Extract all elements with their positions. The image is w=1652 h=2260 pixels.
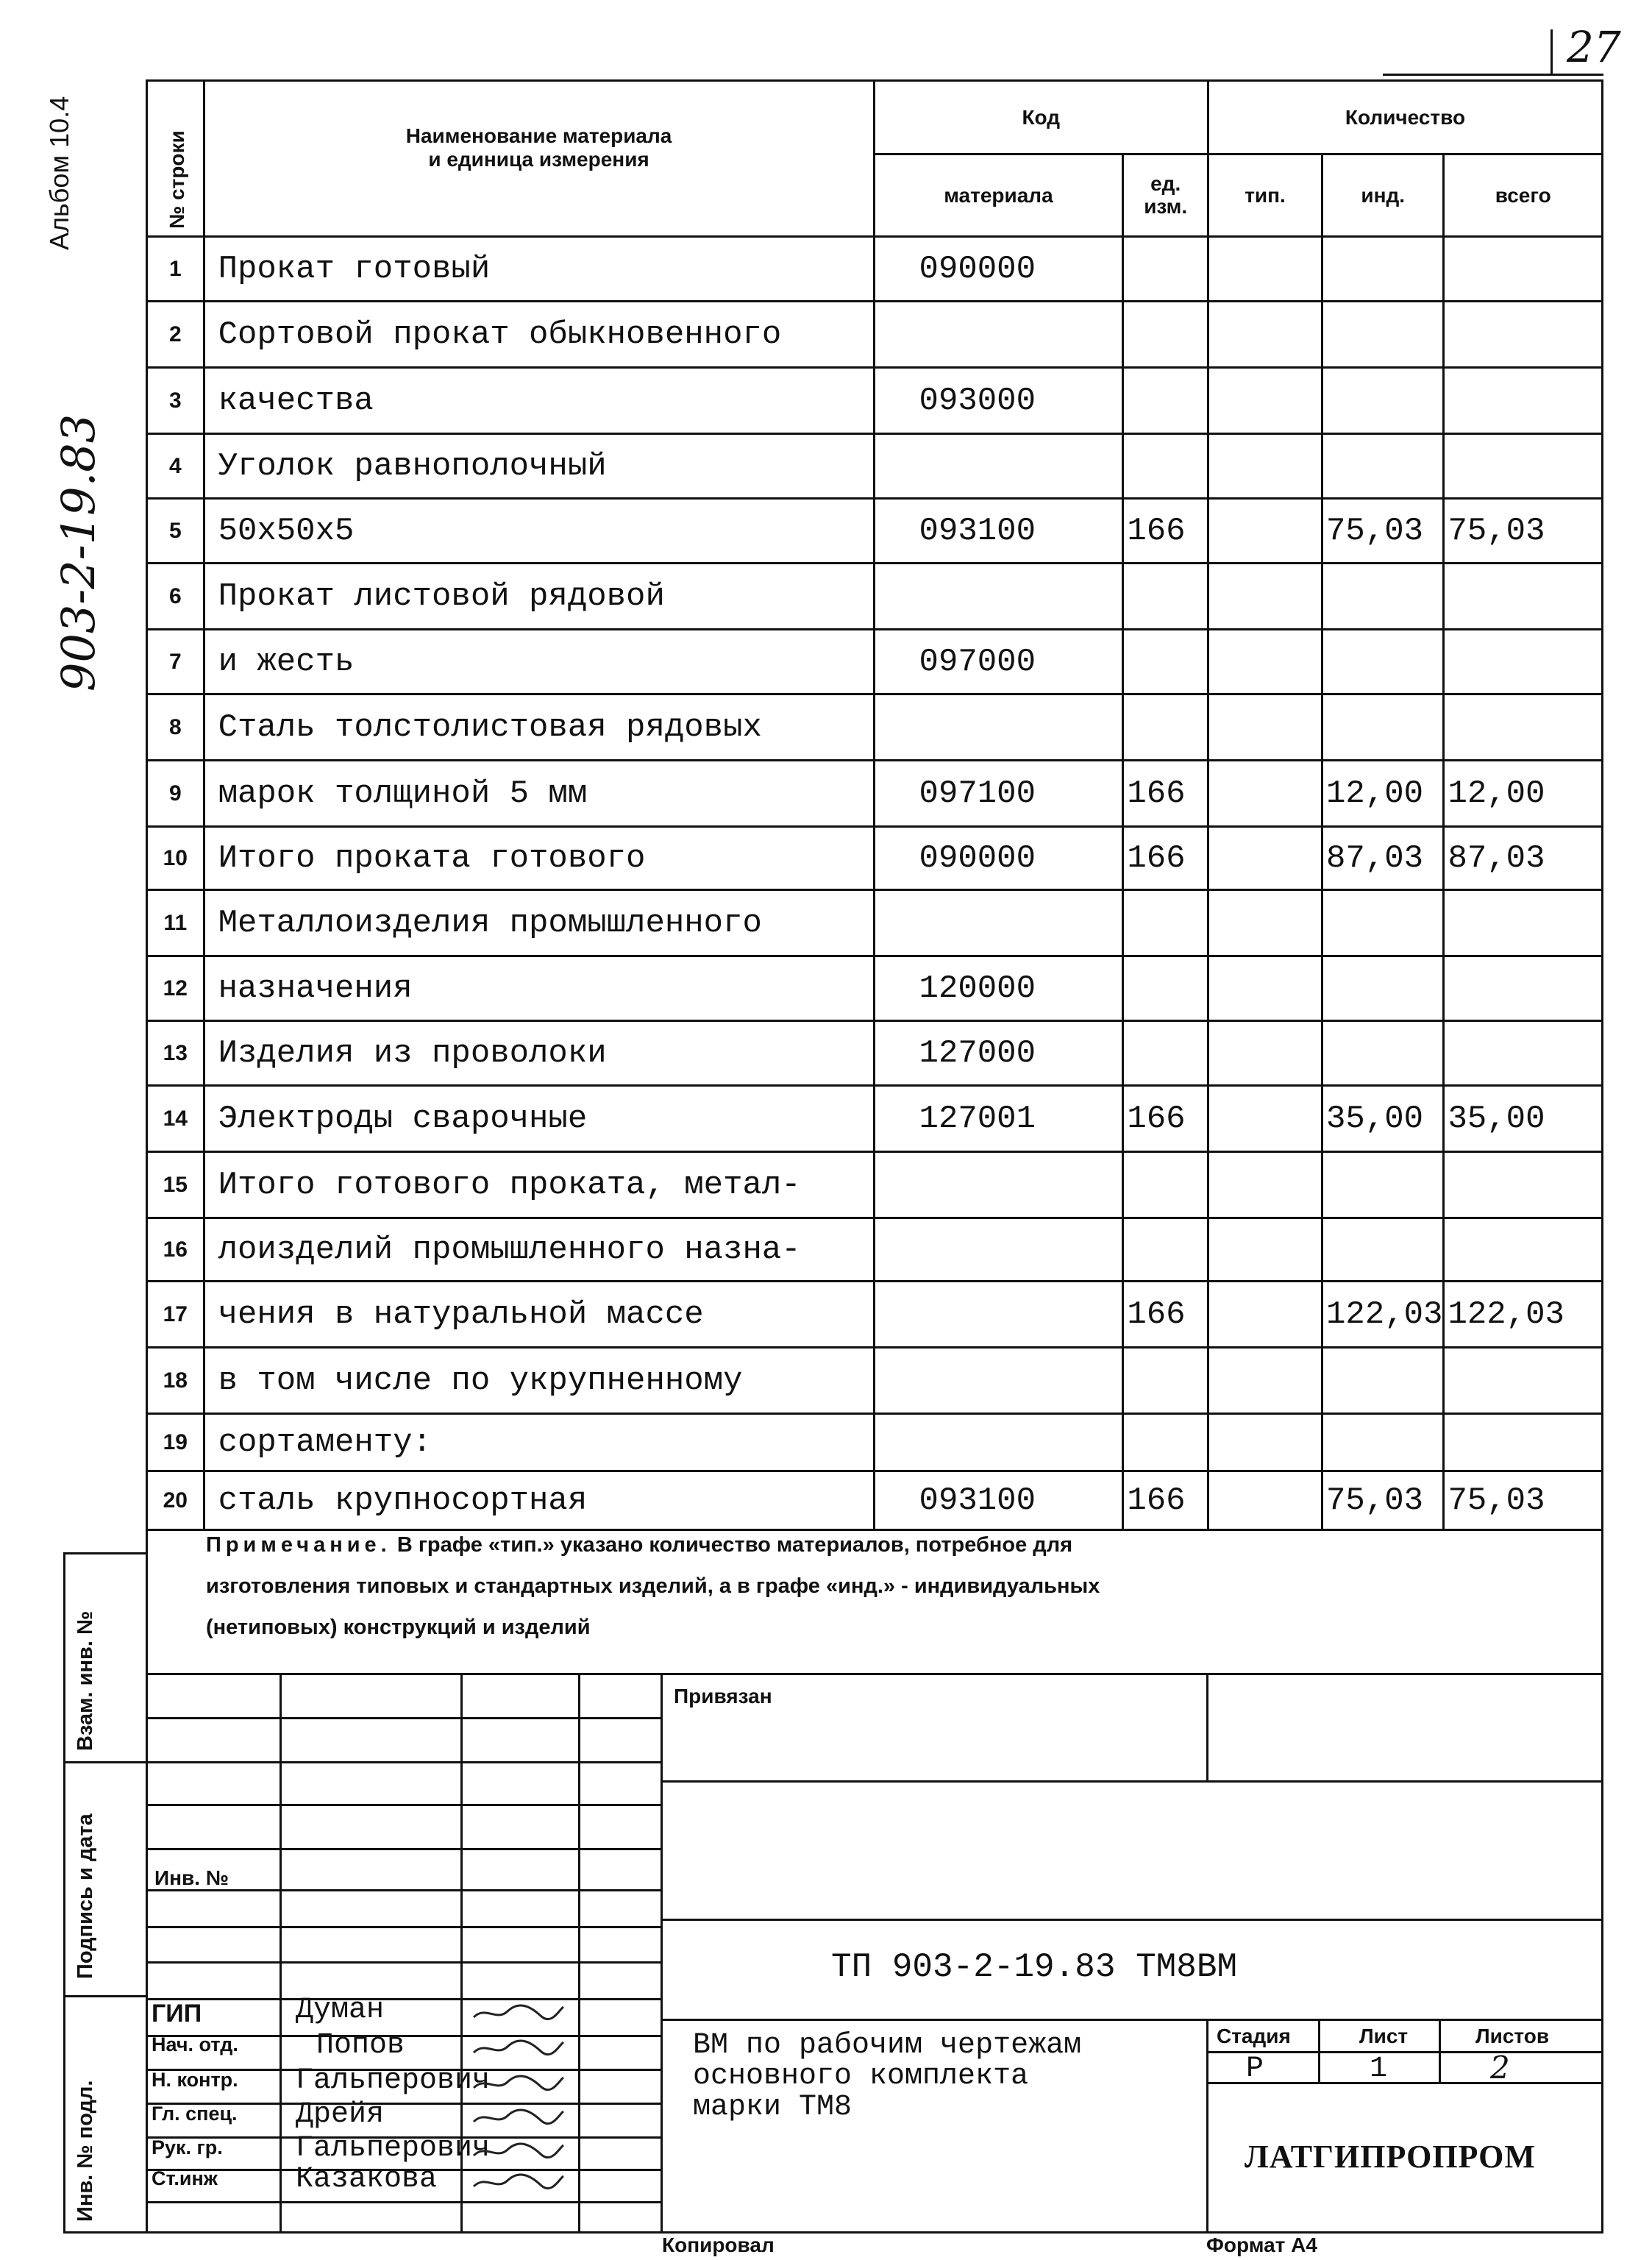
header-typ: тип. [1208,154,1322,237]
row-number: 20 [147,1471,204,1530]
material-name: сортаменту: [204,1414,874,1471]
qty-typ [1208,694,1322,761]
signer-name: Попов [316,2029,405,2062]
table-row [147,1218,1603,1282]
side-strip-div-1 [63,1761,146,1763]
qty-typ [1208,1086,1322,1152]
qty-ind: 35,00 [1322,1086,1444,1152]
row-number: 8 [147,694,204,761]
copied-label: Копировал [662,2234,775,2256]
material-code [874,1152,1123,1218]
unit-code [1123,1218,1208,1282]
material-code [874,1348,1123,1414]
qty-ind [1322,1152,1444,1218]
organization: ЛАТГИПРОПРОМ [1245,2139,1536,2175]
row-number: 5 [147,499,204,564]
qty-ind [1322,564,1444,630]
unit-code [1123,1152,1208,1218]
stamp-col-3 [578,1673,580,2232]
unit-code: 166 [1123,761,1208,827]
qty-total: 35,00 [1444,1086,1603,1152]
qty-total [1444,564,1603,630]
unit-code: 166 [1123,1471,1208,1530]
table-row [147,1086,1603,1152]
table-row [147,564,1603,630]
qty-ind: 12,00 [1322,761,1444,827]
signer-name: Дрейя [296,2098,385,2131]
header-total: всего [1444,154,1603,237]
row-number: 16 [147,1218,204,1282]
unit-code [1123,956,1208,1021]
material-code: 127000 [874,1021,1123,1086]
qty-total [1444,1348,1603,1414]
stamp-row-4 [146,1848,661,1850]
qty-typ [1208,564,1322,630]
table-row [147,1021,1603,1086]
qty-typ [1208,761,1322,827]
table-row [147,499,1603,564]
qty-ind: 75,03 [1322,1471,1444,1530]
row-number: 7 [147,630,204,694]
row-number: 10 [147,827,204,890]
signature-mark [471,2003,566,2023]
table-row [147,1282,1603,1348]
material-code [874,302,1123,368]
row-number: 12 [147,956,204,1021]
format-label: Формат А4 [1206,2234,1317,2256]
qty-ind [1322,302,1444,368]
side-strip-top [63,1552,146,1554]
material-code: 127001 [874,1086,1123,1152]
note-block [206,1524,1567,1648]
stamp-right-row-3 [661,2019,1603,2021]
qty-total [1444,694,1603,761]
note-right-border [1601,1505,1603,2234]
qty-total [1444,237,1603,302]
qty-typ [1208,1021,1322,1086]
qty-typ [1208,1218,1322,1282]
signer-role: ГИП [152,2000,202,2028]
material-name: лоизделий промышленного назна- [204,1218,874,1282]
stamp-right-row-2 [661,1919,1603,1921]
qty-typ [1208,890,1322,956]
material-code: 120000 [874,956,1123,1021]
unit-code [1123,1348,1208,1414]
qty-typ [1208,827,1322,890]
note-line-3: (нетиповых) конструкций и изделий [206,1616,591,1639]
qty-total [1444,1218,1603,1282]
stage-label: Стадия [1217,2025,1291,2047]
signer-name: Думан [296,1994,385,2027]
stamp-row-2 [146,1761,661,1763]
corner-tick [1550,29,1553,74]
table-row [147,1348,1603,1414]
qty-typ [1208,237,1322,302]
material-name: назначения [204,956,874,1021]
unit-code [1123,630,1208,694]
stamp-stage-col-2 [1439,2019,1441,2082]
qty-total [1444,956,1603,1021]
stamp-row-8 [146,1998,661,2000]
qty-total [1444,302,1603,368]
material-name: Итого готового проката, метал- [204,1152,874,1218]
table-row [147,1471,1603,1530]
header-unit: ед. изм. [1123,154,1208,237]
side-strip-div-2 [63,1995,146,1997]
material-name: Металлоизделия промышленного [204,890,874,956]
qty-typ [1208,956,1322,1021]
stamp-row-7 [146,1961,661,1964]
stamp-col-1 [280,1673,282,2232]
material-code [874,1414,1123,1471]
stamp-row-3 [146,1804,661,1806]
qty-ind [1322,694,1444,761]
row-number: 13 [147,1021,204,1086]
qty-ind [1322,956,1444,1021]
side-label-vzam: Взам. инв. № [74,1610,97,1751]
unit-code [1123,564,1208,630]
material-name: Прокат листовой рядовой [204,564,874,630]
stamp-right-row-1 [661,1780,1603,1783]
material-name: 50x50x5 [204,499,874,564]
qty-typ [1208,302,1322,368]
material-code [874,564,1123,630]
material-code [874,1282,1123,1348]
sheets-value: 2 [1490,2050,1510,2086]
qty-ind [1322,368,1444,434]
materials-table [146,79,1603,1531]
note-label: Примечание. [206,1533,391,1557]
material-code: 093000 [874,368,1123,434]
signer-role: Рук. гр. [152,2136,223,2158]
qty-ind [1322,630,1444,694]
side-strip-left [63,1552,65,2233]
sheet-corner-number: 27 [1567,22,1621,72]
qty-ind [1322,1218,1444,1282]
unit-code [1123,890,1208,956]
stamp-stage-row-2 [1206,2082,1603,2084]
signer-role: Гл. спец. [152,2103,238,2125]
unit-code: 166 [1123,499,1208,564]
signature-mark [471,2172,566,2192]
table-row [147,956,1603,1021]
material-name: Электроды сварочные [204,1086,874,1152]
doc-title-line-3: марки ТМ8 [693,2091,852,2124]
row-number: 3 [147,368,204,434]
signer-role: Ст.инж [152,2167,218,2189]
material-name: Уголок равнополочный [204,434,874,499]
qty-typ [1208,1414,1322,1471]
row-number: 11 [147,890,204,956]
qty-typ [1208,630,1322,694]
sheet-value: 1 [1370,2053,1388,2086]
material-name: чения в натуральной массе [204,1282,874,1348]
material-name: Сортовой прокат обыкновенного [204,302,874,368]
qty-total [1444,630,1603,694]
side-label-podpis: Подпись и дата [74,1813,97,1979]
material-code [874,434,1123,499]
project-designation: ТП 903-2-19.83 ТМ8ВМ [831,1948,1238,1986]
signature-mark [471,2107,566,2128]
qty-total [1444,368,1603,434]
qty-total: 12,00 [1444,761,1603,827]
qty-total [1444,1152,1603,1218]
qty-total: 87,03 [1444,827,1603,890]
table-row [147,302,1603,368]
qty-total: 75,03 [1444,1471,1603,1530]
table-row [147,1152,1603,1218]
qty-typ [1208,1471,1322,1530]
material-code: 093100 [874,499,1123,564]
unit-code [1123,434,1208,499]
header-name: Наименование материала и единица измерения [204,81,874,237]
unit-code: 166 [1123,827,1208,890]
signer-name: Гальперович [296,2132,491,2165]
stage-value: Р [1246,2053,1264,2086]
material-name: сталь крупносортная [204,1471,874,1530]
signer-name: Гальперович [296,2064,491,2097]
qty-total [1444,890,1603,956]
signer-role: Нач. отд. [152,2033,238,2055]
stamp-row-1 [146,1717,661,1719]
corner-underline [1383,74,1603,76]
table-row [147,694,1603,761]
doc-title-line-1: ВМ по рабочим чертежам [693,2029,1082,2062]
table-row [147,630,1603,694]
privyazan-label: Привязан [674,1685,772,1708]
unit-code [1123,368,1208,434]
row-number: 4 [147,434,204,499]
header-ind: инд. [1322,154,1444,237]
signature-mark [471,2141,566,2161]
header-row-number: № строки [147,81,204,237]
unit-code [1123,1021,1208,1086]
sheet-label: Лист [1359,2025,1409,2047]
unit-code [1123,237,1208,302]
material-name: и жесть [204,630,874,694]
stamp-privyazan-div [1206,1673,1208,1780]
stamp-col-4 [661,1673,663,2232]
qty-typ [1208,1152,1322,1218]
unit-code [1123,1414,1208,1471]
qty-typ [1208,434,1322,499]
row-number: 14 [147,1086,204,1152]
signer-role: Н. контр. [152,2069,238,2091]
qty-total: 122,03 [1444,1282,1603,1348]
side-label-inv-podl: Инв. № подл. [74,2080,97,2222]
qty-ind [1322,890,1444,956]
stamp-bottom-line [146,2231,1603,2234]
qty-total: 75,03 [1444,499,1603,564]
qty-typ [1208,1282,1322,1348]
qty-ind [1322,237,1444,302]
signature-mark [471,2038,566,2058]
project-handwritten: 903-2-19.83 [51,413,105,692]
table-row [147,890,1603,956]
note-line-1: В графе «тип.» указано количество материалов, потребное для [396,1533,1073,1557]
row-number: 2 [147,302,204,368]
qty-ind: 122,03 [1322,1282,1444,1348]
material-code [874,1218,1123,1282]
qty-ind [1322,1348,1444,1414]
note-left-border [146,1505,148,2234]
material-code: 090000 [874,827,1123,890]
unit-code [1123,302,1208,368]
stamp-row-14 [146,2201,661,2203]
unit-code: 166 [1123,1086,1208,1152]
qty-total [1444,1021,1603,1086]
table-row [147,434,1603,499]
row-number: 19 [147,1414,204,1471]
material-name: Итого проката готового [204,827,874,890]
row-number: 18 [147,1348,204,1414]
qty-ind [1322,1414,1444,1471]
material-name: марок толщиной 5 мм [204,761,874,827]
qty-typ [1208,1348,1322,1414]
table-row [147,1414,1603,1471]
material-code: 093100 [874,1471,1123,1530]
stamp-row-6 [146,1926,661,1928]
material-code: 097100 [874,761,1123,827]
signature-mark [471,2073,566,2094]
material-code: 090000 [874,237,1123,302]
table-row [147,368,1603,434]
header-code: Код [874,81,1208,154]
row-number: 6 [147,564,204,630]
qty-ind: 87,03 [1322,827,1444,890]
material-name: качества [204,368,874,434]
table-row [147,237,1603,302]
sheets-label: Листов [1475,2025,1550,2047]
note-line-2: изготовления типовых и стандартных изделий, а в графе «инд.» - индивидуальных [206,1574,1100,1598]
stamp-top-line [146,1673,1603,1675]
material-name: Сталь толстолистовая рядовых [204,694,874,761]
row-number: 1 [147,237,204,302]
qty-ind [1322,434,1444,499]
material-name: в том числе по укрупненному [204,1348,874,1414]
doc-title [693,2030,1081,2123]
stamp-stage-row-1 [1206,2051,1603,2053]
inv-no-label: Инв. № [154,1866,229,1889]
material-name: Прокат готовый [204,237,874,302]
unit-code [1123,694,1208,761]
qty-typ [1208,499,1322,564]
doc-title-line-2: основного комплекта [693,2060,1029,2093]
qty-ind: 75,03 [1322,499,1444,564]
material-code [874,890,1123,956]
table-row [147,761,1603,827]
unit-code: 166 [1123,1282,1208,1348]
stamp-stage-col-1 [1318,2019,1320,2082]
qty-ind [1322,1021,1444,1086]
row-number: 17 [147,1282,204,1348]
row-number: 9 [147,761,204,827]
material-name: Изделия из проволоки [204,1021,874,1086]
qty-typ [1208,368,1322,434]
materials-rows [147,237,1603,1530]
header-material: материала [874,154,1123,237]
row-number: 15 [147,1152,204,1218]
album-note: Альбом 10.4 [44,96,74,250]
material-code: 097000 [874,630,1123,694]
side-strip-bottom [63,2231,146,2234]
table-row [147,827,1603,890]
header-quantity: Количество [1208,81,1603,154]
qty-total [1444,1414,1603,1471]
signer-name: Казакова [296,2163,438,2196]
material-code [874,694,1123,761]
qty-total [1444,434,1603,499]
